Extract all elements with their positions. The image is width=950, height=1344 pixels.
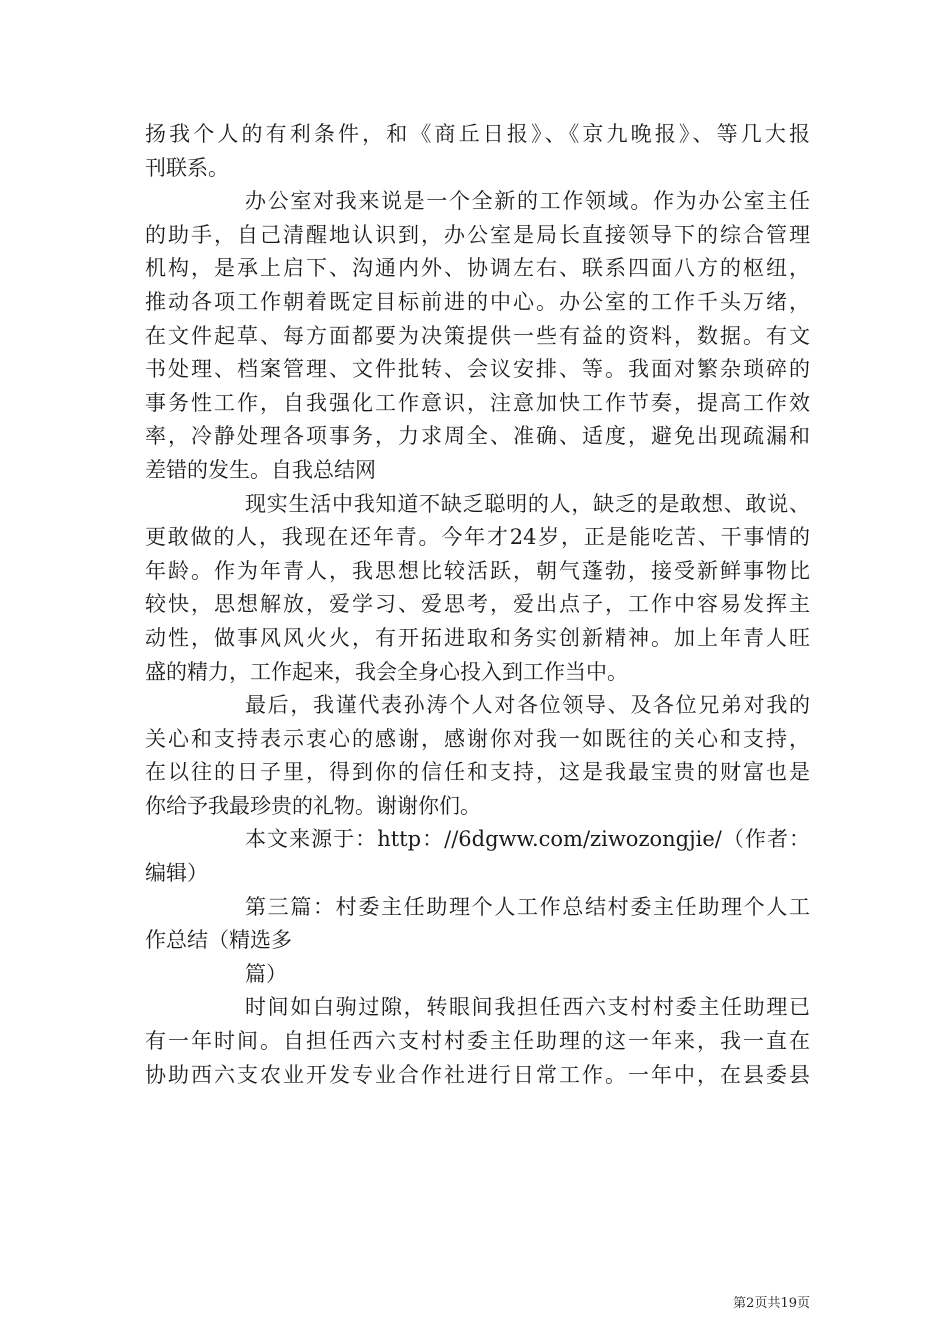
section-heading-cont: 篇）: [245, 961, 287, 986]
text-line: 关心和支持表示衷心的感谢，感谢你对我一如既往的关心和支持，: [145, 726, 810, 751]
text-line: 最后，我谨代表孙涛个人对各位领导、及各位兄弟对我的: [245, 693, 810, 718]
text-line: 办公室对我来说是一个全新的工作领域。作为办公室主任: [245, 189, 810, 214]
text-line: 在文件起草、每方面都要为决策提供一些有益的资料，数据。有文: [145, 323, 810, 348]
source-line: 本文来源于：http：//6dgww.com/ziwozongjie/（作者：: [245, 827, 810, 852]
text-line: 率，冷静处理各项事务，力求周全、准确、适度，避免出现疏漏和: [145, 424, 810, 449]
text-line: 时间如白驹过隙，转眼间我担任西六支村村委主任助理已: [245, 995, 810, 1020]
text-line: 现实生活中我知道不缺乏聪明的人，缺乏的是敢想、敢说、: [245, 491, 810, 516]
text-line: 刊联系。: [145, 155, 229, 180]
page-number: 第2页共19页: [733, 1296, 810, 1311]
text-line: 盛的精力，工作起来，我会全身心投入到工作当中。: [145, 659, 628, 684]
text-line: 机构，是承上启下、沟通内外、协调左右、联系四面八方的枢纽，: [145, 256, 810, 281]
text-line: 扬我个人的有利条件，和《商丘日报》、《京九晚报》、等几大报: [145, 122, 810, 146]
text-line: 书处理、档案管理、文件批转、会议安排、等。我面对繁杂琐碎的: [145, 357, 810, 382]
text-line: 编辑）: [145, 861, 208, 886]
section-heading: 第三篇：村委主任助理个人工作总结村委主任助理个人工: [245, 894, 810, 919]
text-line: 动性，做事风风火火，有开拓进取和务实创新精神。加上年青人旺: [145, 625, 810, 650]
document-body: [145, 118, 810, 1092]
text-line: 推动各项工作朝着既定目标前进的中心。办公室的工作千头万绪，: [145, 289, 810, 314]
text-line: 在以往的日子里，得到你的信任和支持，这是我最宝贵的财富也是: [145, 760, 810, 785]
text-line: 事务性工作，自我强化工作意识，注意加快工作节奏，提高工作效: [145, 390, 810, 415]
text-line: 的助手，自己清醒地认识到，办公室是局长直接领导下的综合管理: [145, 222, 810, 247]
text-line: 更敢做的人，我现在还年青。今年才24岁，正是能吃苦、干事情的: [145, 525, 810, 550]
text-line: 有一年时间。自担任西六支村村委主任助理的这一年来，我一直在: [145, 1029, 810, 1054]
text-line: 协助西六支农业开发专业合作社进行日常工作。一年中，在县委县: [145, 1062, 810, 1087]
text-line: 差错的发生。自我总结网: [145, 457, 376, 482]
section-heading-cont: 作总结（精选多: [145, 928, 292, 953]
text-line: 年龄。作为年青人，我思想比较活跃，朝气蓬勃，接受新鲜事物比: [145, 558, 810, 583]
text-line: 较快，思想解放，爱学习、爱思考，爱出点子，工作中容易发挥主: [145, 592, 810, 617]
text-line: 你给予我最珍贵的礼物。谢谢你们。: [145, 793, 481, 818]
